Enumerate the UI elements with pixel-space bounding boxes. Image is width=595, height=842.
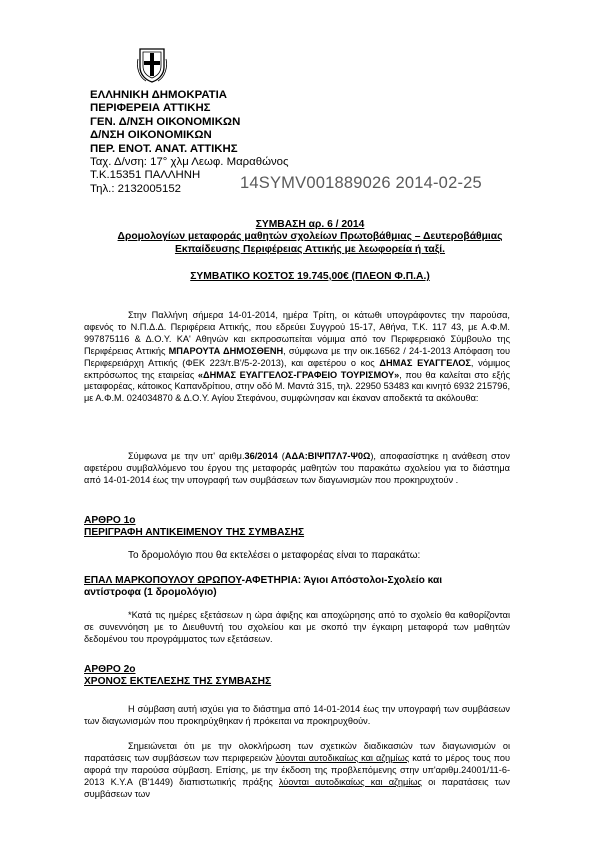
article1-lead: Το δρομολόγιο που θα εκτελέσει ο μεταφορέας είναι το παρακάτω:	[128, 550, 421, 561]
greek-coat-of-arms-icon	[137, 47, 167, 83]
issuer-address: Ταχ. Δ/νση: 17° χλμ Λεωφ. Μαραθώνος	[90, 156, 289, 169]
intro-text: , νόμιμος εκπρόσωπος της εταιρείας	[84, 357, 510, 380]
contract-subject-line: Δρομολογίων μεταφοράς μαθητών σχολείων Πρωτοβάθμιας – Δευτεροβάθμιας	[117, 231, 503, 243]
contract-cost-block	[84, 271, 536, 283]
duration-paragraph: Η σύμβαση αυτή ισχύει για το διάστημα από 14-01-2014 έως την υπογραφή των συμβάσεων των διαγωνισμών που προκηρύχθηκαν ή πρόκειται να προκηρυχθούν.	[84, 704, 510, 726]
issuer-postal: Τ.Κ.15351 ΠΑΛΛΗΝΗ	[90, 169, 201, 182]
issuer-phone: Τηλ.: 2132005152	[90, 182, 181, 195]
termination-clause: λύονται αυτοδικαίως και αζημίως	[278, 776, 422, 787]
decision-number: 36/2014	[244, 451, 278, 461]
decision-text: Σύμφωνα με την υπ' αριθμ.	[128, 451, 245, 461]
intro-text: , που θα καλείται στο εξής μεταφορέας, κάτοικος Καπανδρίτιου, στην οδό Μ. Μαντά 315, τηλ. 22950 53483 και κινητό 6932 215796, με Α.Φ.Μ. 024034870 & Δ.Ο.Υ. Αγίου Στεφάνου, συμφώνησαν και έκαναν αποδεκτά τα ακόλουθα:	[84, 369, 510, 404]
article1-heading: ΑΡΘΡΟ 1ο	[84, 515, 136, 526]
exam-note: *Κατά τις ημέρες εξετάσεων η ώρα άφιξης και αποχώρησης από το σχολείο θα καθορίζονται σε συνεννόηση με το Διευθυντή του σχολείου και με σκοπό την έγκαιρη μεταφορά των μαθητών δεδομένου του προγράμματος των εξετάσεων.	[84, 610, 510, 644]
termination-paragraph	[84, 741, 510, 801]
intro-paragraph	[84, 310, 510, 405]
company-name: «ΔΗΜΑΣ ΕΥΑΓΓΕΛΟΣ-ΓΡΑΦΕΙΟ ΤΟΥΡΙΣΜΟΥ»	[197, 369, 400, 380]
termination-text: οι παρατάσεις των συμβάσεων των	[84, 776, 510, 799]
issuer-line: ΠΕΡ. ΕΝΟΤ. ΑΝΑΤ. ΑΤΤΙΚΗΣ	[90, 142, 238, 155]
article2-subheading: ΧΡΟΝΟΣ ΕΚΤΕΛΕΣΗΣ ΤΗΣ ΣΥΜΒΑΣΗΣ	[84, 676, 272, 687]
contract-subject-line: Εκπαίδευσης Περιφέρειας Αττικής με λεωφορεία ή ταξί.	[174, 243, 446, 255]
issuer-line: ΕΛΛΗΝΙΚΗ ΔΗΜΟΚΡΑΤΙΑ	[90, 89, 227, 101]
intro-text: Στην Παλλήνη σήμερα 14-01-2014, ημέρα Τρίτη, οι κάτωθι υπογράφοντες την παρούσα, αφενός το Ν.Π.Δ.Δ. Περιφέρεια Αττικής, που εδρεύει Συγγρού 15-17, Αθήνα, Τ.Κ. 117 43, με Α.Φ.Μ. 997875116 & Δ.Ο.Υ. ΚΑ' Αθηνών και εκπροσωπείται νόμιμα από τον Περιφερειακό Σύμβουλο της Περιφέρειας Αττικής	[84, 310, 510, 356]
ada-stamp: 14SYMV001889026 2014-02-25	[240, 174, 482, 192]
decision-text: (	[277, 451, 285, 461]
representative-name: ΜΠΑΡΟΥΤΑ ΔΗΜΟΣΘΕΝΗ	[168, 345, 284, 356]
route-details: -ΑΦΕΤΗΡΙΑ: Άγιοι Απόστολοι-Σχολείο και αντίστροφα (1 δρομολόγιο)	[84, 575, 443, 599]
issuer-line: ΓΕΝ. Δ/ΝΣΗ ΟΙΚΟΝΟΜΙΚΩΝ	[90, 115, 241, 128]
article2-heading: ΑΡΘΡΟ 2ο	[84, 664, 136, 675]
route-description	[84, 575, 484, 600]
decision-ada: ΑΔΑ:ΒΙΨΠ7Λ7-Ψ0Ω	[284, 451, 371, 461]
contract-title-block	[84, 219, 536, 256]
intro-text: , σύμφωνα με την οικ.16562 / 24-1-2013 Απόφαση του Περιφερειάρχη Αττικής (ΦΕΚ 223/τ.Β'/5-2-2013), και αφετέρου ο κος	[84, 345, 510, 368]
issuer-line: ΠΕΡΙΦΕΡΕΙΑ ΑΤΤΙΚΗΣ	[90, 102, 211, 115]
route-school: ΕΠΑΛ ΜΑΡΚΟΠΟΥΛΟΥ ΩΡΩΠΟΥ	[84, 575, 242, 586]
termination-clause: λύονται αυτοδικαίως και αζημίως	[275, 752, 410, 763]
termination-text: Σημειώνεται ότι με την ολοκλήρωση των σχετικών διαδικασιών των διαγωνισμών οι παρατάσεις των συμβάσεων των περιφερειών	[84, 741, 510, 763]
article1-subheading: ΠΕΡΙΓΡΑΦΗ ΑΝΤΙΚΕΙΜΕΝΟΥ ΤΗΣ ΣΥΜΒΑΣΗΣ	[84, 527, 305, 538]
termination-text: κατά το μέρος τους που αφορά την παρούσα σύμβαση. Επίσης, με την έκδοση της προβλεπόμενης στην υπ'αριθμ.24001/11-6-2013 Κ.Υ.Α (Β'1449) διαπιστωτικής πράξης	[84, 752, 510, 787]
contract-number: ΣΥΜΒΑΣΗ αρ. 6 / 2014	[255, 219, 365, 230]
decision-text: ), αποφασίστηκε η ανάθεση στον αφετέρου συμβαλλόμενο του έργου της μεταφοράς μαθητών του παρακάτω σχολείου για το διάστημα από 14-01-2014 έως την υπογραφή των συμβάσεων των διαγωνισμών που προκηρυχτούν .	[84, 451, 510, 485]
contractor-name: ΔΗΜΑΣ ΕΥΑΓΓΕΛΟΣ	[379, 357, 471, 368]
issuer-line: Δ/ΝΣΗ ΟΙΚΟΝΟΜΙΚΩΝ	[90, 129, 212, 142]
decision-paragraph	[84, 451, 510, 487]
contract-cost: ΣΥΜΒΑΤΙΚΟ ΚΟΣΤΟΣ 19.745,00€ (ΠΛΕΟΝ Φ.Π.Α.)	[190, 271, 430, 282]
